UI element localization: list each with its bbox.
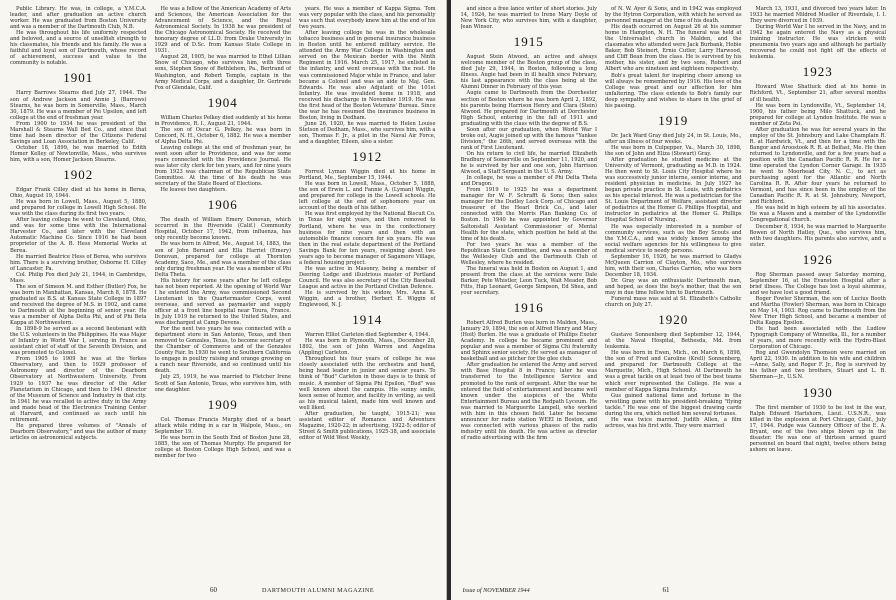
obituary-paragraph: During World War I he served in the Navy, and in 1942 he again entered the Navy as a physical training instructor. He was stricken with pneumonia two years ago and although he partially recovered he could not fight off the effects of leukemia. (749, 24, 886, 61)
obituary-paragraph: and since a free lance writer of short stories. July 14, 1924, he was married to Irene Mary Doyle of New York City, who survives him, with a daughter, Jean Winsor. (460, 6, 597, 31)
right-column-1 (461, 6, 598, 578)
obituary-paragraph: After graduation he studied medicine at the University of Vermont, graduating as M.D. in 1924. He then went to St. Louis City Hospital where he was successively junior interne, senior interne, and resident physician in medicine. In July 1927 he began private practice in St. Louis, with pediatrics as his special interest. He was a pediatrician for the St. Louis Department of Welfare, assistant director of pediatrics at the Homer G. Phillips Hospital, and instructor in pediatrics at the Homer G. Phillips Hospital School of Nursing. (605, 156, 742, 224)
class-year-heading: 1923 (802, 64, 833, 80)
obituary-paragraph: July 25, 1919, he was married to Fletcher Irene Scott of San Antonio, Texas, who survives him, with one daughter. (154, 374, 291, 393)
obituary-paragraph: September 16, 1926, he was married to Gladys McQueen Carrion of Clayton, Mo., who survives him, with their son, Charles Carrion, who was born December 18, 1934. (605, 253, 742, 278)
class-year-heading: 1919 (658, 112, 689, 128)
class-year-heading: 1901 (63, 70, 94, 86)
class-year-heading: 1920 (658, 312, 689, 328)
right-page (451, 0, 896, 600)
obituary-paragraph: years. He was a member of Kappa Sigma. Tom was very popular with the class, and his personality was such that everybody knew him at the end of his two years. (299, 6, 436, 31)
obituary-paragraph: After graduation he entered the Army and served with Base Hospital 8 in France; later he was transferred to the Intelligence Service and promoted to the rank of sergeant. After the war he entered the field of entertainment and became well known under the auspices of the White Entertainment Bureau and the Redpath Lyceum. He was married to Marguerite Lampell, who worked with him in this chosen field. Later he became announcer for radio station WEEI in Boston, and was connected with various phases of the radio industry until his death. He was active as director of radio advertising with the firm (460, 362, 597, 441)
obituary-paragraph: Rog Sherman passed away Saturday morning, September 16, at the Evanston Hospital after a brief illness. The College has lost a loyal alumnus, and we have lost a good friend. (749, 271, 886, 296)
class-year-heading: 1914 (352, 312, 383, 328)
class-year-heading: 1930 (802, 384, 833, 400)
obituary-paragraph: He was born in Alfred, Me., August 14, 1883, the son of John Bernard and Ella Harriet (Emery) Donovan, prepared for college at Thornton Academy, Saco, Me., and was a member of the class only during freshman year. He was a member of Phi Delta Theta. (154, 241, 291, 278)
obituary-paragraph: After leaving college he went to Cleveland, Ohio, and was for some time with the International Harvester Co., and later with the Cleveland Automatic Machine Co. Since 1916 he had been proprietor of the A. B. Hess Memorial Works at Berea. (10, 217, 147, 254)
obituary-paragraph: June 26, 1920, he was married to Helen Louise Stetson of Dedham, Mass., who survives him, with a son, Thomas F. Jr., a pilot in the Naval Air Force, and a daughter, Eileen, also a sister. (299, 120, 436, 146)
right-column-3 (750, 6, 887, 578)
class-year-heading: 1909 (207, 396, 238, 412)
class-year-heading: 1904 (207, 94, 238, 110)
class-year-heading: 1926 (802, 251, 833, 267)
issue-label: Issue of NOVEMBER 1944 (462, 587, 530, 594)
left-column-3 (299, 6, 436, 578)
obituary-paragraph: Forrest Lyman Wiggin died at his home in Portland, Me., September 15, 1944. (299, 169, 436, 182)
obituary-paragraph: Bob's great talent for inspiring cheer among us will always be remembered by 1916. His love of the College was great and our affection for him unfaltering. The class extends to Bob's family our deep sympathy and wishes to share in the grief of his passing. (605, 72, 742, 109)
obituary-paragraph: Soon after our graduation, when World War I broke out, Augie joined up with the famous "Yankee Division," the 26th, and served overseas with the rank of First Lieutenant. (460, 126, 597, 151)
obituary-paragraph: Throughout his four years of college he was closely associated with the orchestra and band, being head leader in junior and senior years. To think of "Bud" Carleton in those days is to think of music. A member of Sigma Phi Epsilon, "Bud" was well known about the campus. His sunny smile, keen sense of humor, and facility in writing, as well as his musical talent, made him well known and well liked. (299, 356, 436, 411)
obituary-paragraph: He was born in Plymouth, Mass., December 28, 1892, the son of John Warren and Angelina (Appling) Carleton. (299, 338, 436, 357)
obituary-paragraph: His history for some years after he left college has not been reported. At the opening of World War I he entered the Army, was commissioned Second Lieutenant in the Quartermaster Corps, went overseas, and served as paymaster and supply officer at a front line hospital near Toura, France. In July 1919 he returned to the United States, and was discharged at Camp Devens. (154, 277, 291, 327)
obituary-paragraph: He was a fellow of the American Academy of Arts and Sciences, the American Association for the Advancement of Science, and the Royal Astronomical Society. In 1938 he was president of the Chicago Astronomical Society. He received the honorary degree of LL.D. from Drake University in 1929 and of D.Sc. from Kansas State College in 1931. (154, 6, 291, 55)
obituary-paragraph: He was twice married. Judith Allen, a film actress, was his first wife. They were married (605, 416, 742, 429)
obituary-paragraph: He prepared three volumes of "Annals of Dearborn Observatory," and was the author of many articles on astronomical subjects. (10, 422, 147, 441)
left-page-number: 60 (210, 586, 217, 594)
obituary-paragraph: Rog and Gwendolyn Thomson were married on April 22, 1930. In addition to his wife and children—Anne, Sally, and Roger F. Jr., Rog is survived by his father and two brothers, Stuart and L. B. Sherman—Jr., U.S.N. (749, 350, 886, 381)
obituary-paragraph: He was throughout his life uniformly respected and beloved, and a source of unselfish strength to his classmates, his friends and his family. He was a faithful and loyal son of Dartmouth, whose record of achievement, success and value to the community is notable. (10, 30, 147, 67)
obituary-paragraph: Leaving college at the end of freshman year, he went soon after to Providence, and was for some years connected with the Providence Journal. He was later city clerk for ten years, and for nine years from 1923 was chairman of the Republican State Committee. At the time of his death he was secretary of the State Board of Elections. (154, 144, 291, 188)
obituary-paragraph: The death of William Emery Donovan, which occurred in the Riverside (Calif.) Community Hospital, October 17, 1942, from influenza, has only recently become known. (154, 217, 291, 242)
left-column-2 (155, 6, 292, 578)
obituary-paragraph: Col. Philip Fox died July 21, 1944, in Cambridge, Mass. (10, 271, 147, 284)
obituary-paragraph: From 1919 to 1925 he was a department manager for W. F. Schrafft & Sons; then sales manager for the Dudley Lock Corp. of Chicago and treasurer of the Hearl Brick Co., and later connected with the Morris Plan Banking Co. of Boston. In 1940 he was appointed by Governor Saltonstall Assistant Commissioner of Mental Health for the state, which position he held at the time of his death. (460, 187, 597, 242)
obituary-paragraph: For two years he was a member of the Republican State Committee, and was a member of the Wellesley Club and the Dartmouth Club of Wellesley, where he resided. (460, 241, 597, 266)
obituary-paragraph: He was born in Lowell, Mass., August 5, 1880, and prepared for college in Lowell High School. He was with the class during its first two years. (10, 199, 147, 218)
obituary-paragraph: Roger Fowler Sherman, the son of Lucius Booth and Martha (Fowler) Sherman, was born in Chicago on May 14, 1903. Rog came to Dartmouth from the New Trier High School, and became a member of Delta Kappa Epsilon. (749, 295, 886, 327)
obituary-paragraph: Augie came to Dartmouth from the Dorchester section of Boston where he was born April 2, 1892, his parents being Harrison Henry and Clara (Stein) Atwood. He prepared for Dartmouth at Dorchester High School, entering in the fall of 1911 and graduating with the class with the degree of B.S. (460, 90, 597, 127)
obituary-paragraph: Harry Barrows Stearns died July 27, 1944. The son of Andrew Jackson and Annie J. (Barrows) Stearns, he was born in Somerville, Mass., March 30, 1879. He was a member of Psi Upsilon, and left college at the end of freshman year. (10, 90, 147, 121)
obituary-paragraph: Gustave Sonnenberg died September 12, 1944, at the Naval Hospital, Bethesda, Md. from leukemia. (605, 332, 742, 351)
obituary-paragraph: Gus gained national fame and fortune in the wrestling game with his president-breaking "flying tackle." He was one of the biggest drawing cards during the era, which netted him several fortunes. (605, 392, 742, 417)
obituary-paragraph: He was born in Lyndonville, Vt., September 14, 1900, his father being Milo Shattuck, and he prepared for college at Lyndon Institute. He was a member of Zeta Psi. (749, 102, 886, 127)
obituary-paragraph: His death occurred on August 26 at his summer home in Hampton, N. H. The funeral was held at the Universalist church in Malden, and the classmates who attended were Jack Burbank, Hobie Baker, Bob Steinert, Ernie Cutler, Larry Harwood, and Cliff Bean from the class. He is survived by his mother, his sister, and by two sons, Robert and Albert who are nineteen and eighteen respectively. (605, 24, 742, 73)
magazine-title: DARTMOUTH ALUMNI MAGAZINE (262, 587, 375, 594)
right-columns (461, 6, 887, 578)
obituary-paragraph: For the next two years he was connected with a department store in San Antonio, Texas, and then removed to Gonzales, Texas, to become secretary of the Chamber of Commerce and of the Gonzales County Fair. In 1930 he went to Southern California to engage in poultry raising and orange growing on a ranch near Riverside, and so continued until his death. (154, 326, 291, 375)
right-column-2 (605, 6, 742, 578)
obituary-paragraph: Warren Elliot Carleton died September 4, 1944. (305, 332, 430, 339)
obituary-paragraph: William Charles Pelkey died suddenly at his home in Providence, R. I., August 21, 1944. (154, 114, 291, 127)
obituary-paragraph: He was born in the South End of Boston June 28, 1885, the son of Thomas Murphy. He prepared for college at Boston College High School, and was a member for two (154, 434, 291, 459)
obituary-paragraph: On his return to civil life, he married Elizabeth Bradbury of Somerville on September 11, 1920, and he is survived by her and one son, John Harrison Atwood, a Staff Sergeant in the U. S. Army. (460, 150, 597, 176)
obituary-paragraph: From 1900 to 1934 he was president of the Marshall & Stearns Wall Bed Co., and since that time had been director of the Citizens Federal Savings and Loan Association in Berkeley, Calif. (10, 120, 147, 145)
obituary-paragraph: August Stein Atwood, an active and always welcome member of the Boston group of the class, died July 29, 1944, in Boston, following a long illness. Augie had been in ill health since February, his last appearance with the class being at the Alumni Dinner in February of this year. (460, 54, 597, 91)
obituary-paragraph: The son of Oscar G. Pelkey, he was born in Concord, N. H., October 6, 1882. He was a member of Alpha Delta Phi. (154, 126, 291, 145)
obituary-paragraph: Funeral mass was said at St. Elizabeth's Catholic church on July 27. (605, 296, 742, 309)
obituary-paragraph: March 13, 1931, and divorced two years later. In 1933 he married Mildred Mueller of Riverdale, I. I. They were divorced in 1939. (749, 6, 886, 25)
obituary-paragraph: He married Beatrice Hess of Berea, who survives him. There is a surviving brother, Osborne H. Cilley of Lancaster, Pa. (10, 253, 147, 272)
obituary-paragraph: October 18, 1899, he was married to Edith Homer Kelley of Newtonville, Mass., who survives him, with a son, Homer Jackson Stearns. (10, 144, 147, 163)
obituary-paragraph: Edgar Frank Cilley died at his home in Berea, Ohio, August 19, 1944. (10, 187, 147, 200)
obituary-paragraph: He had been associated with the Ludlow Typograph Company of Winnetka, Ill., for a number of years, and more recently with the Hydro-Blast Corporation of Chicago. (749, 326, 886, 351)
obituary-paragraph: He was active in Masonry, being a member of Deering Lodge and illustrious master of Portland Council. He was also secretary of the City Baseball League and active in the Portland Civilian Defence. (299, 265, 436, 290)
obituary-paragraph: After graduation he was for several years in the employ of the St. Johnsbury and Lake Champlain R. R. at Hardwick, Vt., and then for a time with the Bangor and Aroostook R. R. at Belfast, Me. He then returned to Lyndonville, and for a few years had a position with the Canadian Pacific R. R. He for a time operated the Lyndon Corner Garage. In 1935 he went to Moorhead City, N. C., to act as purchasing agent for the Atlantic and North Carolina R. R. After four years he returned to Vermont, and has since been in the employ of the Canadian Pacific R. R. at St. Johnsbury, Newport, and Richford. (749, 126, 886, 206)
obituary-paragraph: The funeral was held in Boston on August 1, and present from the class at the services were Dale Barker, Pete Whistler, Leon Tuck, Walt Meader, Bob Fitts, Hap Leonard, George Simpson, Ed Shea, and your secretary. (460, 265, 597, 297)
class-year-heading: 1912 (352, 149, 383, 165)
obituary-paragraph: In college, he was a member of Phi Delta Theta and Dragon. (460, 175, 597, 188)
obituary-paragraph: The son of Simeon M. and Esther (Butler) Fox, he was born in Manhattan, Kansas, March 8, 1878. He graduated as B.S. at Kansas State College in 1897 and received the degree of M.S. in 1902, and came to Dartmouth at the beginning of senior year. He was a member of Alpha Delta Phi, and of Phi Beta Kappa at Northwestern. (10, 283, 147, 327)
obituary-paragraph: Public Library. He was, in college, a Y.M.C.A. leader, and after graduation an active church worker. He was graduated from Boston University and was a member of the Dartmouth Club, N.B. (10, 6, 147, 31)
obituary-paragraph: He was held in high esteem by all his associates. He was a Mason and a member of the Lyndonville Congregational church. (749, 205, 886, 224)
obituary-paragraph: He was first employed by the National Biscuit Co. in Texas for eight years, and then removed to Portland, where he was in the confectionery business for nine years and then with an automobile finance concern for six years. He was then in the real estate department of the Portland Savings Bank for ten years, resigning about two years ago to become manager of Sagamore Village, a federal housing project. (299, 211, 436, 266)
left-columns (10, 6, 436, 578)
obituary-paragraph: Dr. Jack Ward Gray died July 24, in St. Louis, Mo., after an illness of four weeks. (605, 132, 742, 145)
obituary-paragraph: He leaves two daughters. (160, 187, 227, 194)
obituary-paragraph: December 8, 1934, he was married to Marguerite Bowen of North Hatley, Que., who survives him, with two daughters. His parents also survive, and a sister. (749, 223, 886, 248)
obituary-paragraph: After leaving college he was in the wholesale tobacco business and in general insurance business in Boston until he entered military service. He attended the Army War College in Washington and served on the Mexican border with the Ninth Regiment in 1916. March 25, 1917, he enlisted in the infantry, and went overseas with the rest. He was commissioned Major while in France, and later became a Colonel and was an aide to Maj. Gen. Edwards. He was also Adjutant of the 101st Infantry. He was invalided home in 1918, and received his discharge in November 1919. He was the first head of the Boston Veterans' Bureau. Since the war he has resumed the insurance business in Boston, living in Dedham. (299, 30, 436, 121)
obituary-paragraph: Howard Wise Shattuck died at his home in Richford, Vt., September 21, after several months of ill health. (749, 84, 886, 103)
obituary-paragraph: Col. Thomas Francis Murphy died of a heart attack while riding in a car in Walpole, Mass., on September 19. (154, 416, 291, 435)
class-year-heading: 1915 (513, 34, 544, 50)
obituary-paragraph: He was born in Culpepper, Va., March 30, 1898, the son of John and Eliza (Stewart) Gray. (605, 144, 742, 157)
obituary-paragraph: After graduation, he taught, 1915-21; was assistant editor of Romance and Adventure Magazine, 1920-22; in advertising, 1922-5; editor of Street & Smith publications, 1925-38, and associate editor of Wild West Weekly, (299, 410, 436, 441)
obituary-paragraph: Dr. Gray was an enthusiastic Dartmouth man, and hoped, as does the boy's mother, that the son may in due time follow him to Dartmouth. (605, 277, 742, 297)
left-page (0, 0, 447, 600)
obituary-paragraph: He was born in Lowell, Mass., October 5, 1888, the son of Erwin L. and Fannie A. (Lyman) Wiggin, and prepared for college in the Lowell schools. He left college at the end of sophomore year on account of the death of his father. (299, 181, 436, 212)
class-year-heading: 1906 (207, 197, 238, 213)
obituary-paragraph: of N. W. Ayer & Sons, and in 1942 was employed by the Hytron Corporation, with which he served as personnel manager at the time of his death. (605, 6, 742, 25)
obituary-paragraph: Robert Alfred Burlen was born in Malden, Mass., January 29, 1894, the son of Alfred Henry and Mary (Hoit) Burlen. He was a graduate of Phillips Exeter Academy. In college he became prominent and popular and was a member of Sigma Chi fraternity and Sphinx senior society. He served as manager of basketball and as pitcher for the glee club. (460, 320, 597, 363)
class-year-heading: 1902 (63, 167, 94, 183)
obituary-paragraph: From 1905 to 1909 he was at the Yerkes Observatory, and then to 1929 professor of Astronomy and director of the Dearborn Observatory at Northwestern University. From 1929 to 1937 he was director of the Adler Planetarium in Chicago, and then to 1941 director of the Museum of Science and Industry in that city. In 1941 he was recalled to active duty in the Army and made head of the Electronics Training Center at Harvard, and continued as such until his retirement. (10, 356, 147, 423)
obituary-paragraph: He is survived by his widow, Mrs. Anna K. Wiggin, and a brother, Herbert E. Wiggin of Englewood, N. J. (299, 290, 436, 309)
right-page-number: 61 (662, 586, 670, 594)
obituary-paragraph: August 28, 1905, he was married to Ethel Lillian Snow of Chicago, who survives him, with three sons, Stephen Snow of Bethlehem, Pa., Bertrand of Washington, and Robert Temple, captain in the Army Medical Corps, and a daughter, Dr. Gertrude Fox of Glendale, Calif. (154, 54, 291, 91)
class-year-heading: 1916 (513, 300, 544, 316)
obituary-paragraph: He was born in Ewen, Mich., on March 6, 1898, the son of Fred and Caroline (Krell) Sonnenberg, and prepared for Dartmouth College at the Marquette, Mich., High School. At Dartmouth he was a great tackle on at least two of the best teams which ever represented the College. He was a member of Kappa Sigma fraternity. (605, 350, 742, 393)
obituary-paragraph: He was especially interested in a number of community services, such as the Boy Scouts and the Y.M.C.A., and was widely known among the social welfare agencies for his willingness to give medical service to needy persons. (605, 223, 742, 254)
obituary-paragraph: In 1898-9 he served as a second lieutenant with the U.S. volunteers in the Philippines. He was Major of Infantry in World War I, serving in France as assistant chief of staff of the Seventh Division, and was promoted to Colonel. (10, 326, 147, 357)
left-column-1 (10, 6, 147, 578)
obituary-paragraph: The first member of 1930 to be lost in the war, Ralph Edward Hartshorn, Lieut. U.S.N.R., was killed in the explosion at Port Chicago, Calif., July 17, 1944. Pudge was Gunnery Officer of the E. A. Bryant, one of the two ships blown up in the disaster. He was one of thirteen armed guard personnel on board that night, twelve others being ashore on leave. (749, 404, 886, 453)
